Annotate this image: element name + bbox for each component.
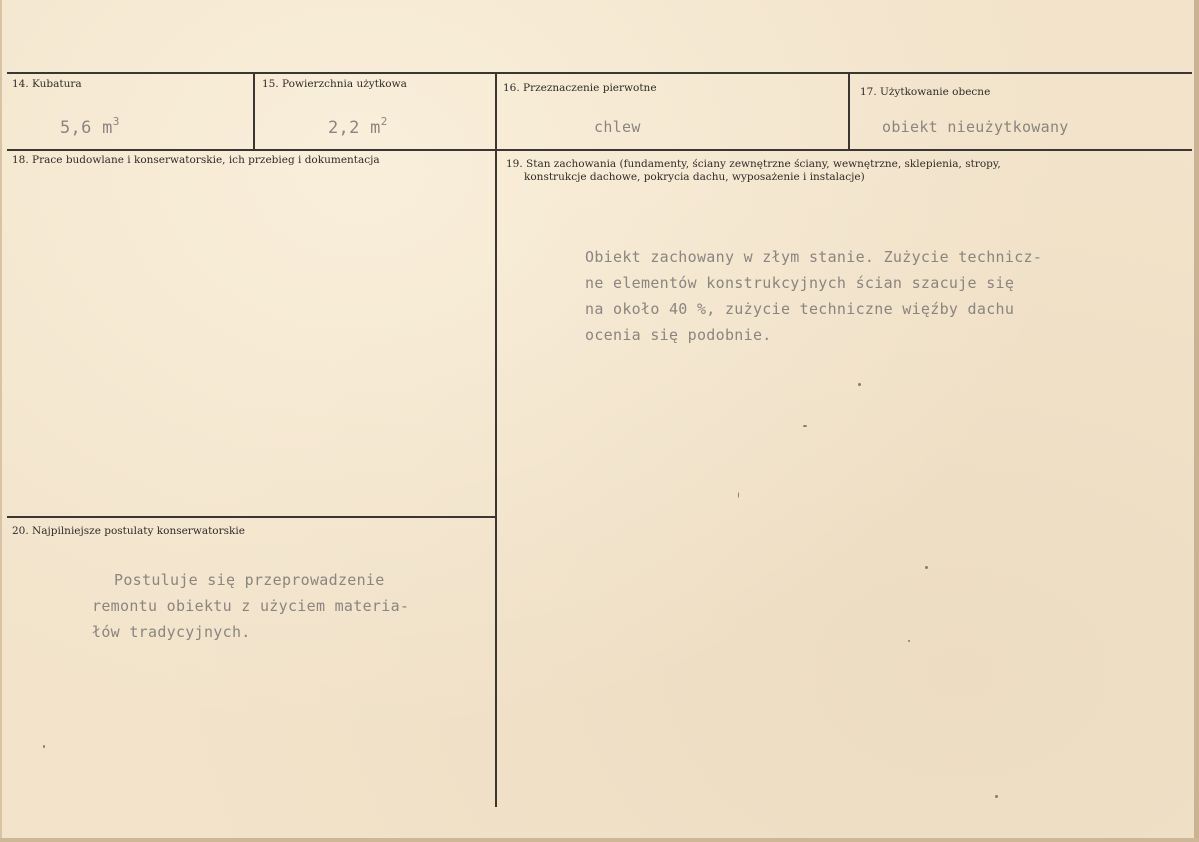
- postulaty-label: 20. Najpilniejsze postulaty konserwatorskie: [12, 525, 245, 537]
- stan-text-line: Obiekt zachowany w złym stanie. Zużycie technicz-: [585, 248, 1043, 266]
- przeznaczenie-label: 16. Przeznaczenie pierwotne: [503, 82, 657, 94]
- postulaty-text-line: łów tradycyjnych.: [92, 623, 251, 641]
- paper-speck: [858, 383, 861, 386]
- uzytkowanie-value: obiekt nieużytkowany: [882, 118, 1069, 136]
- paper-speck: [995, 795, 998, 798]
- row-divider: [7, 149, 1192, 151]
- column-divider-3: [848, 72, 850, 150]
- stan-label-line-1: 19. Stan zachowania (fundamenty, ściany zewnętrzne ściany, wewnętrzne, sklepienia, stropy,: [506, 158, 1001, 170]
- powierzchnia-unit-exponent: 2: [380, 115, 388, 128]
- kubatura-value: [60, 115, 120, 138]
- paper-edge-right: [1194, 0, 1199, 842]
- paper-speck: [908, 640, 910, 642]
- powierzchnia-number: 2,2 m: [328, 118, 381, 138]
- postulaty-text: [92, 567, 409, 645]
- stan-text-line: na około 40 %, zużycie techniczne więźby dachu: [585, 300, 1015, 318]
- powierzchnia-label: 15. Powierzchnia użytkowa: [262, 78, 407, 90]
- postulaty-text-line: remontu obiektu z użyciem materia-: [92, 597, 410, 615]
- top-rule: [7, 72, 1192, 74]
- paper-speck: [925, 566, 928, 569]
- paper-speck: [43, 745, 45, 748]
- przeznaczenie-value: chlew: [594, 118, 641, 136]
- kubatura-number: 5,6 m: [60, 118, 113, 138]
- uzytkowanie-label: 17. Użytkowanie obecne: [860, 86, 991, 98]
- postulaty-text-line: Postuluje się przeprowadzenie: [114, 571, 385, 589]
- powierzchnia-value: [328, 115, 388, 138]
- column-divider-1: [253, 72, 255, 150]
- kubatura-unit-exponent: 3: [112, 115, 120, 128]
- prace-label: 18. Prace budowlane i konserwatorskie, ich przebieg i dokumentacja: [12, 154, 380, 166]
- stan-label-line-2: konstrukcje dachowe, pokrycia dachu, wyposażenie i instalacje): [524, 171, 865, 183]
- stan-text-line: ocenia się podobnie.: [585, 326, 772, 344]
- paper-speck: [803, 425, 807, 427]
- stan-text-line: ne elementów konstrukcyjnych ścian szacuje się: [585, 274, 1015, 292]
- column-divider-2: [495, 72, 497, 807]
- kubatura-label: 14. Kubatura: [12, 78, 82, 90]
- paper-edge-left: [0, 0, 2, 842]
- stan-text: [585, 244, 1042, 348]
- paper-speck: [738, 492, 739, 498]
- paper-edge-bottom: [0, 838, 1199, 842]
- section-divider: [7, 516, 497, 518]
